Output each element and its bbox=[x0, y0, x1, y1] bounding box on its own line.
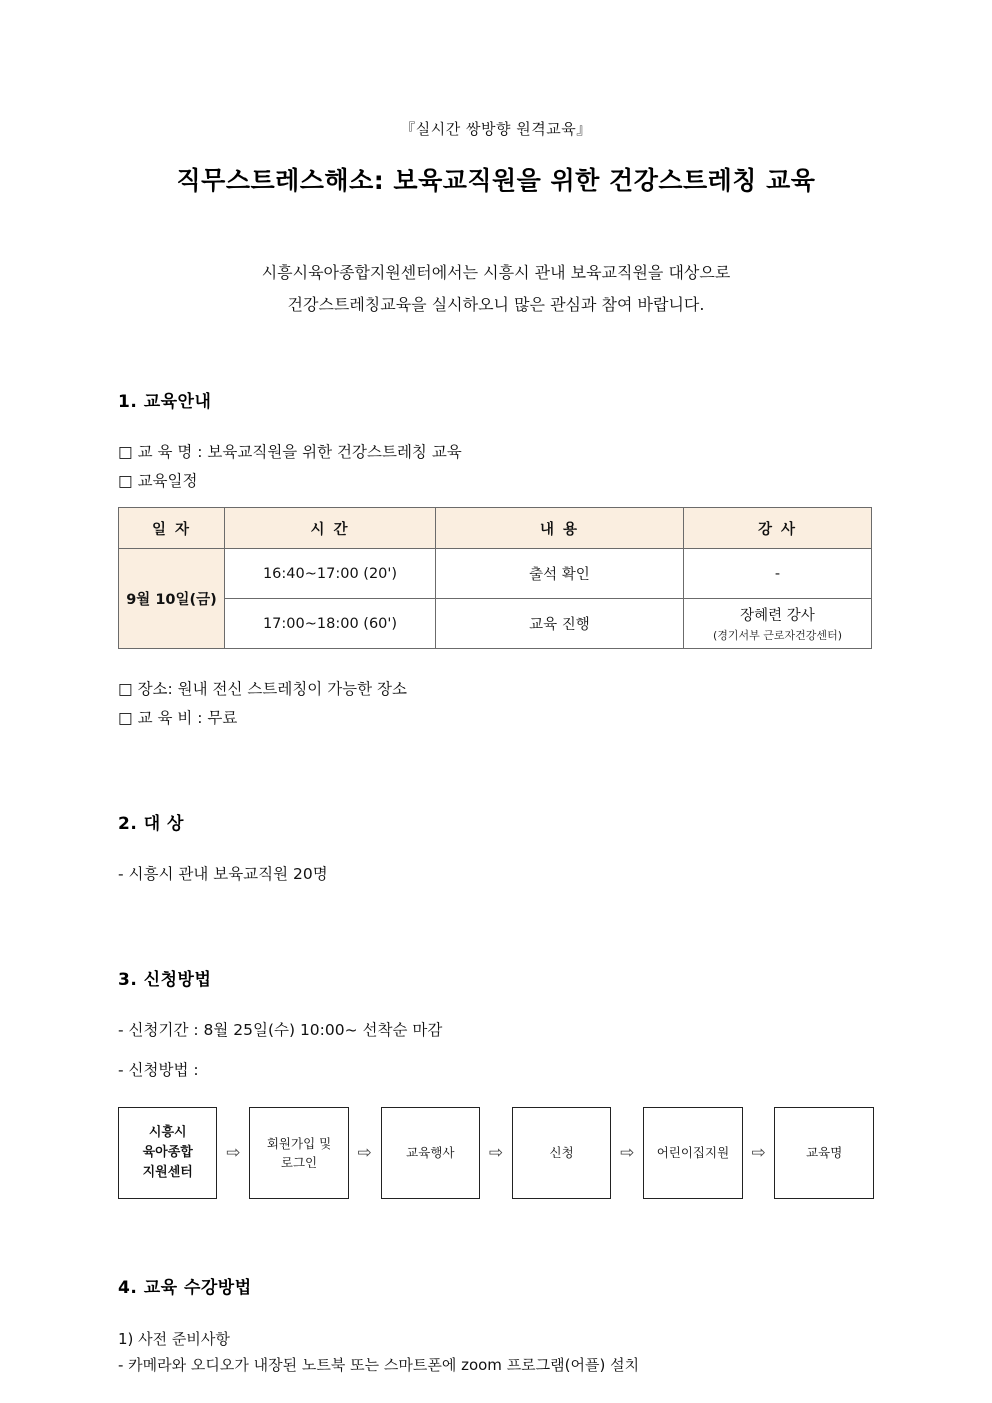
flow-step-4-line-1: 신청 bbox=[549, 1145, 574, 1161]
cell-date: 9월 10일(금) bbox=[119, 549, 225, 649]
cell-teacher: - bbox=[684, 549, 872, 599]
section-4-title: 4. 교육 수강방법 bbox=[118, 1278, 252, 1298]
section-4-body bbox=[118, 1326, 874, 1379]
section-2-title: 2. 대 상 bbox=[118, 813, 184, 834]
section-2-body: - 시흥시 관내 보육교직원 20명 bbox=[118, 864, 328, 883]
flow-step-1-line-2: 육아종합 bbox=[142, 1144, 193, 1160]
teacher-affiliation: (경기서부 근로자건강센터) bbox=[713, 629, 842, 643]
item-course-name: □ 교 육 명 : 보육교직원을 위한 건강스트레칭 교육 bbox=[118, 443, 462, 461]
flow-step-3 bbox=[381, 1107, 480, 1199]
flow-step-2-line-1: 회원가입 및 bbox=[266, 1135, 332, 1151]
flow-step-1-line-1: 시흥시 bbox=[148, 1124, 187, 1140]
application-flow-diagram bbox=[118, 1107, 874, 1199]
flow-step-1-line-3: 지원센터 bbox=[142, 1165, 193, 1181]
page-title: 직무스트레스해소: 보육교직원을 위한 건강스트레칭 교육 bbox=[176, 166, 816, 195]
prep-line: - 카메라와 오디오가 내장된 노트북 또는 스마트폰에 zoom 프로그램(어플) 설치 bbox=[118, 1356, 640, 1375]
prep-heading: 1) 사전 준비사항 bbox=[118, 1330, 230, 1348]
intro-line-1: 시흥시육아종합지원센터에서는 시흥시 관내 보육교직원을 대상으로 bbox=[261, 263, 731, 282]
flow-step-6 bbox=[774, 1107, 873, 1199]
document-kicker: 『실시간 쌍방향 원격교육』 bbox=[400, 120, 592, 138]
header-teacher: 강 사 bbox=[684, 508, 872, 549]
arrow-right-icon: ⇨ bbox=[488, 1143, 504, 1163]
application-method: - 신청방법 : bbox=[118, 1060, 199, 1079]
cell-time: 17:00~18:00 (60') bbox=[225, 599, 436, 649]
arrow-right-icon: ⇨ bbox=[620, 1143, 635, 1163]
cell-time: 16:40~17:00 (20') bbox=[225, 549, 436, 599]
arrow-right-icon: ⇨ bbox=[226, 1143, 241, 1163]
cell-teacher bbox=[684, 599, 872, 649]
teacher-name: 장혜련 강사 bbox=[740, 608, 815, 625]
intro-paragraph bbox=[118, 257, 874, 321]
section-1-items-2 bbox=[118, 675, 874, 732]
table-header-row bbox=[119, 508, 872, 549]
flow-step-5-line-1: 어린이집지원 bbox=[656, 1145, 730, 1161]
header-time: 시 간 bbox=[225, 508, 436, 549]
flow-step-5 bbox=[643, 1107, 742, 1199]
flow-step-3-line-1: 교육행사 bbox=[406, 1145, 455, 1161]
table-row bbox=[119, 599, 872, 649]
document-header bbox=[118, 0, 874, 197]
flow-step-2 bbox=[249, 1107, 348, 1199]
item-place: □ 장소: 원내 전신 스트레칭이 가능한 장소 bbox=[118, 680, 407, 699]
table-row bbox=[119, 549, 872, 599]
flow-step-4 bbox=[512, 1107, 611, 1199]
arrow-right-icon: ⇨ bbox=[751, 1143, 766, 1163]
flow-step-1 bbox=[118, 1107, 217, 1199]
flow-step-6-line-1: 교육명 bbox=[806, 1145, 843, 1161]
intro-line-2: 건강스트레칭교육을 실시하오니 많은 관심과 참여 바랍니다. bbox=[287, 295, 705, 314]
item-course-schedule: □ 교육일정 bbox=[118, 471, 198, 490]
section-1-items bbox=[118, 438, 874, 495]
arrow-right-icon: ⇨ bbox=[357, 1143, 372, 1163]
cell-content: 출석 확인 bbox=[436, 549, 684, 599]
item-fee: □ 교 육 비 : 무료 bbox=[118, 709, 238, 728]
cell-content: 교육 진행 bbox=[436, 599, 684, 649]
header-date: 일 자 bbox=[119, 508, 225, 549]
header-content: 내 용 bbox=[436, 508, 684, 549]
application-period: - 신청기간 : 8월 25일(수) 10:00~ 선착순 마감 bbox=[118, 1021, 443, 1040]
schedule-table bbox=[118, 507, 872, 649]
section-1-title: 1. 교육안내 bbox=[118, 392, 212, 412]
flow-step-2-line-2: 로그인 bbox=[280, 1155, 318, 1170]
section-3-title: 3. 신청방법 bbox=[118, 970, 212, 991]
